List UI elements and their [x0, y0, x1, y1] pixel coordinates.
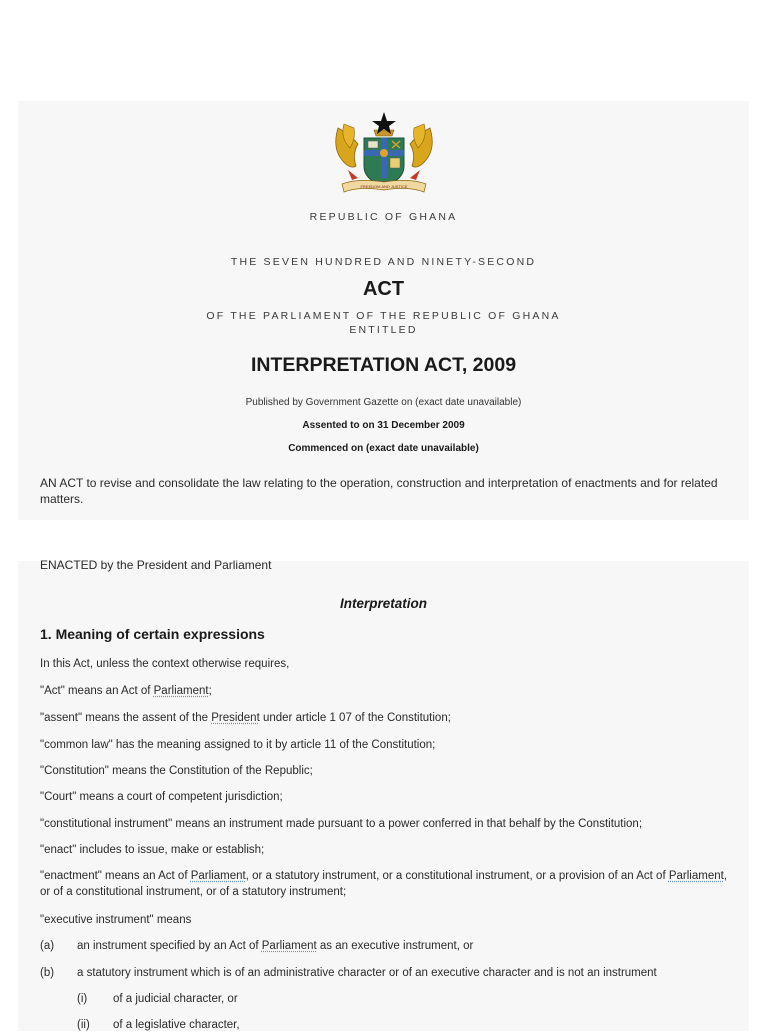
definition-text: , or of a constitutional instrument, or of a statutory instrument; — [40, 870, 728, 898]
definition-enact: "enact" includes to issue, make or establish; — [40, 844, 265, 856]
item-b: a statutory instrument which is of an administrative character or of an executive character and is not an instrument — [77, 967, 657, 979]
act-ordinal: THE SEVEN HUNDRED AND NINETY-SECOND — [230, 256, 537, 268]
definition-text: , or a statutory instrument, or a constitutional instrument, or a provision of an Act of — [245, 870, 669, 882]
subitem-ii: of a legislative character, — [113, 1019, 240, 1031]
definition-text: under article 1 07 of the Constitution; — [259, 712, 451, 724]
page-title: INTERPRETATION ACT, 2009 — [250, 354, 517, 376]
act-word: ACT — [362, 278, 405, 300]
parliament-line: OF THE PARLIAMENT OF THE REPUBLIC OF GHANA — [206, 310, 561, 322]
definition-executive-instrument: "executive instrument" means — [40, 914, 192, 926]
parliament-link[interactable]: Parliament — [153, 685, 209, 697]
section-heading: 1. Meaning of certain expressions — [40, 626, 265, 642]
item-label: (a) — [40, 940, 55, 952]
assented-line: Assented to on 31 December 2009 — [302, 420, 465, 431]
subitem-label: (i) — [77, 993, 88, 1005]
definition-constitutional-instrument: "constitutional instrument" means an instrument made pursuant to a power conferred in that behalf by the Constitution; — [40, 818, 643, 830]
subitem-i: of a judicial character, or — [113, 993, 238, 1005]
parliament-link[interactable]: Parliament — [261, 940, 317, 952]
svg-text:FREEDOM AND JUSTICE: FREEDOM AND JUSTICE — [360, 184, 408, 189]
definition-assent — [40, 710, 451, 726]
commenced-line: Commenced on (exact date unavailable) — [288, 443, 479, 454]
item-a — [77, 938, 473, 954]
enacting-formula: ENACTED by the President and Parliament — [40, 558, 272, 572]
definition-text: "assent" means the assent of the — [40, 712, 212, 724]
long-title: AN ACT to revise and consolidate the law relating to the operation, construction and interpretation of enactments and for related matters. — [40, 476, 718, 506]
entitled-line: ENTITLED — [349, 324, 418, 336]
part-heading: Interpretation — [339, 596, 427, 611]
item-label: (b) — [40, 967, 55, 979]
item-text: an instrument specified by an Act of — [77, 940, 262, 952]
definition-text: ; — [208, 685, 212, 697]
published-line: Published by Government Gazette on (exact date unavailable) — [245, 397, 522, 408]
definition-court: "Court" means a court of competent jurisdiction; — [40, 791, 283, 803]
item-text: as an executive instrument, or — [316, 940, 474, 952]
parliament-link[interactable]: Parliament — [190, 870, 246, 882]
president-link[interactable]: President — [211, 712, 260, 724]
definition-common-law: "common law" has the meaning assigned to it by article 11 of the Constitution; — [40, 739, 436, 751]
parliament-link[interactable]: Parliament — [668, 870, 724, 882]
definition-constitution: "Constitution" means the Constitution of the Republic; — [40, 765, 313, 777]
coat-of-arms-icon — [328, 108, 440, 200]
subitem-label: (ii) — [77, 1019, 90, 1031]
definition-text: "enactment" means an Act of — [40, 870, 191, 882]
republic-label: REPUBLIC OF GHANA — [309, 211, 458, 223]
definition-act — [40, 683, 212, 699]
definition-text: "Act" means an Act of — [40, 685, 154, 697]
definition-enactment — [40, 868, 730, 900]
intro-paragraph: In this Act, unless the context otherwise requires, — [40, 658, 290, 670]
